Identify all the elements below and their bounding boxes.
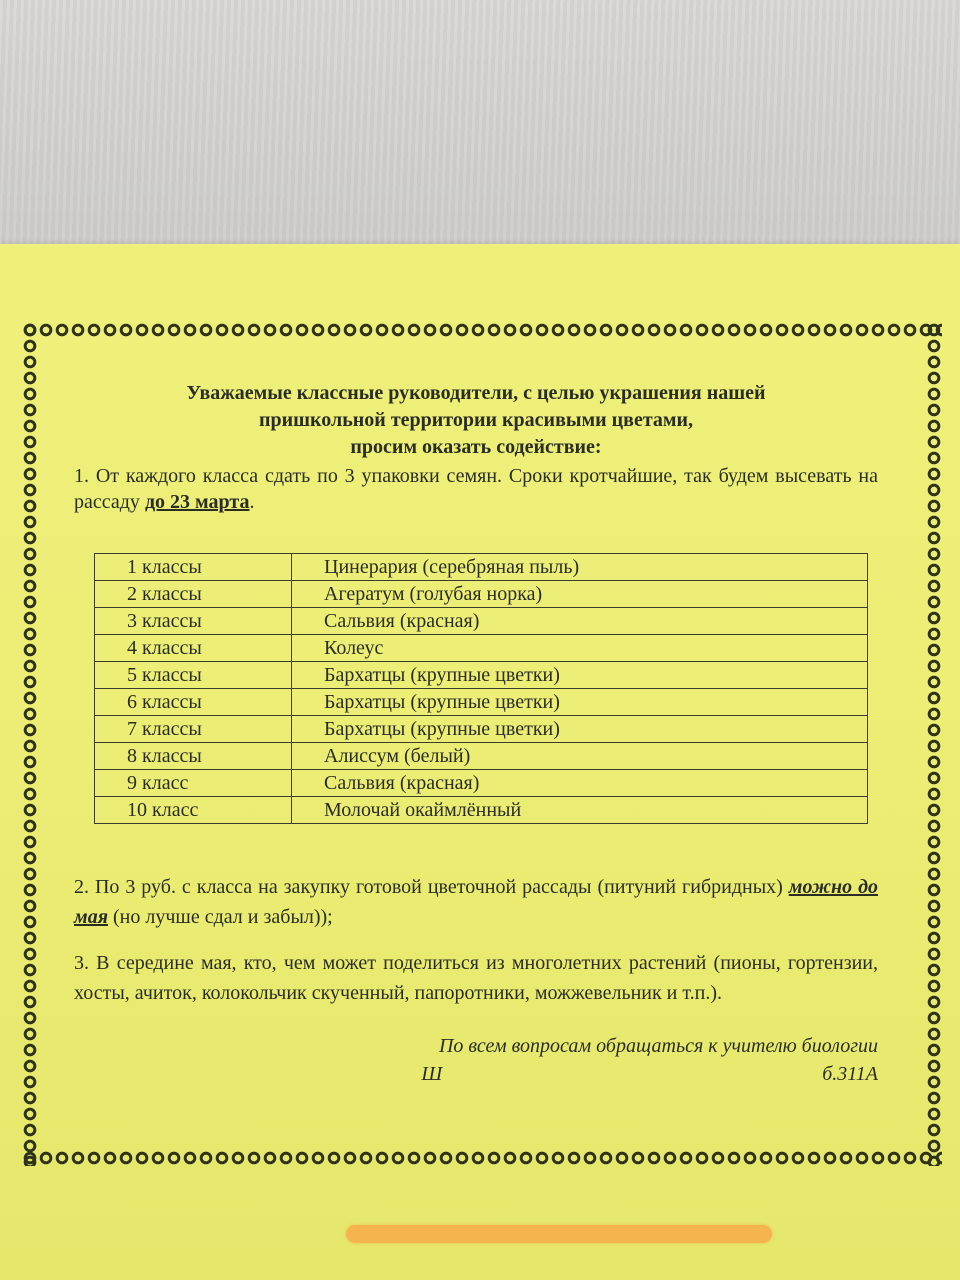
grade-cell: 3 классы [95, 608, 292, 635]
item-1-text: 1. От каждого класса сдать по 3 упаковки семян. Сроки кротчайшие, так будем высевать на рассаду [74, 465, 878, 513]
grade-cell: 5 классы [95, 662, 292, 689]
flower-cell: Колеус [292, 635, 868, 662]
grade-cell: 9 класс [95, 770, 292, 797]
flower-cell: Сальвия (красная) [292, 608, 868, 635]
table-row [95, 554, 868, 581]
table-row [95, 797, 868, 824]
contact-line-2 [74, 1060, 878, 1088]
grade-cell: 1 классы [95, 554, 292, 581]
table-row [95, 662, 868, 689]
flower-cell: Цинерария (серебряная пыль) [292, 554, 868, 581]
notice-heading [74, 380, 878, 461]
table-surface [0, 0, 960, 250]
item-3-paragraph: 3. В середине мая, кто, чем может поделиться из многолетних растений (пионы, гортензии, хосты, ачиток, колокольчик скученный, папоротники, можжевельник и т.п.). [74, 952, 878, 1004]
contact-block [74, 1032, 878, 1088]
flower-cell: Сальвия (красная) [292, 770, 868, 797]
table-row [95, 743, 868, 770]
border-bottom-ornament [22, 1150, 942, 1166]
heading-line-2: пришкольной территории красивыми цветами, [258, 409, 694, 431]
heading-line-3: просим оказать содействие: [350, 436, 602, 458]
item-1-paragraph [74, 463, 878, 515]
border-left-ornament [22, 322, 38, 1166]
flower-cell: Бархатцы (крупные цветки) [292, 662, 868, 689]
heading-line-1: Уважаемые классные руководители, с целью украшения нашей [186, 382, 766, 404]
grade-cell: 6 классы [95, 689, 292, 716]
border-right-ornament [926, 322, 942, 1166]
item-2-paragraph [74, 872, 878, 932]
seeds-table [94, 553, 868, 824]
flower-cell: Агератум (голубая норка) [292, 581, 868, 608]
table-row [95, 635, 868, 662]
item-1-deadline: до 23 марта [144, 491, 250, 513]
grade-cell: 4 классы [95, 635, 292, 662]
contact-line-2-start: Ш [421, 1063, 443, 1085]
item-1-end: . [249, 491, 255, 513]
table-row [95, 770, 868, 797]
table-row [95, 716, 868, 743]
grade-cell: 7 классы [95, 716, 292, 743]
border-top-ornament [22, 322, 942, 338]
redaction-marker [346, 1225, 772, 1243]
contact-line-1: По всем вопросам обращаться к учителю биологии [438, 1035, 878, 1057]
flower-cell: Бархатцы (крупные цветки) [292, 716, 868, 743]
notice-content [74, 380, 878, 1088]
item-2-emphasis: можно до мая [74, 876, 878, 928]
flower-cell: Бархатцы (крупные цветки) [292, 689, 868, 716]
grade-cell: 10 класс [95, 797, 292, 824]
item-2-text: 2. По 3 руб. с класса на закупку готовой цветочной рассады (питуний гибридных) [74, 876, 789, 898]
flower-cell: Молочай окаймлённый [292, 797, 868, 824]
table-row [95, 581, 868, 608]
yellow-notice-paper [0, 244, 960, 1280]
table-row [95, 608, 868, 635]
contact-line-2-end: б.311А [822, 1063, 878, 1085]
flower-cell: Алиссум (белый) [292, 743, 868, 770]
grade-cell: 2 классы [95, 581, 292, 608]
item-2-end: (но лучше сдал и забыл)); [108, 906, 333, 928]
table-row [95, 689, 868, 716]
grade-cell: 8 классы [95, 743, 292, 770]
